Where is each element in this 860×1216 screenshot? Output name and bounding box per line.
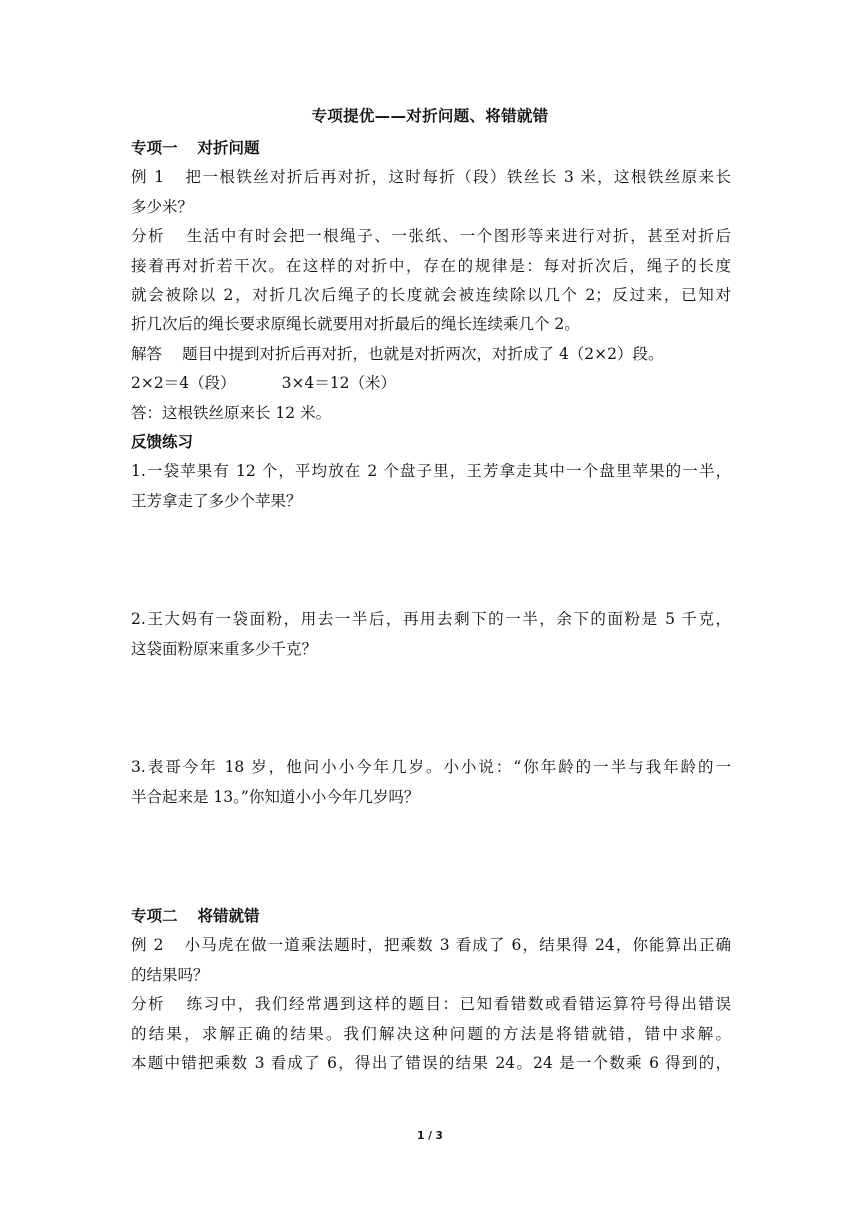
section-heading — [131, 902, 731, 931]
analysis-line: 接着再对折若干次。在这样的对折中，存在的规律是：每对折次后，绳子的长度 — [131, 256, 731, 275]
question-line: 半合起来是 13。”你知道小小今年几岁吗？ — [131, 787, 420, 806]
question-line: 3.表哥今年 18 岁，他问小小今年几岁。小小说：“你年龄的一半与我年龄的一 — [131, 758, 731, 777]
example-label: 例 1 — [131, 168, 165, 187]
section-heading — [131, 134, 731, 163]
practice-heading: 反馈练习 — [131, 433, 194, 452]
calculation-step: 2×2＝4（段） — [131, 374, 236, 393]
section-name: 将错就错 — [197, 906, 260, 925]
analysis-label: 分析 — [131, 227, 166, 246]
question-line: 王芳拿走了多少个苹果？ — [131, 491, 302, 510]
analysis-line: 分析 练习中，我们经常遇到这样的题目：已知看错数或看错运算符号得出错误 — [131, 995, 731, 1014]
analysis-line: 分析 生活中有时会把一根绳子、一张纸、一个图形等来进行对折，甚至对折后 — [131, 227, 731, 246]
example-line: 例 1 把一根铁丝对折后再对折，这时每折（段）铁丝长 3 米，这根铁丝原来长 — [131, 168, 731, 187]
answer-space — [131, 664, 731, 753]
section-number: 专项二 — [131, 906, 178, 925]
example-line: 多少米？ — [131, 197, 194, 216]
analysis-label: 分析 — [131, 995, 166, 1014]
question-line: 1.一袋苹果有 12 个，平均放在 2 个盘子里，王芳拿走其中一个盘里苹果的一半， — [131, 462, 731, 481]
section-number: 专项一 — [131, 139, 178, 157]
answer-space — [131, 812, 731, 902]
example-line: 例 2 小马虎在做一道乘法题时，把乘数 3 看成了 6，结果得 24，你能算出正确 — [131, 936, 731, 955]
question-line: 这袋面粉原来重多少千克？ — [131, 639, 318, 658]
page-number: 1 / 3 — [417, 1130, 443, 1142]
example-label: 例 2 — [131, 936, 164, 955]
calculation-step: 3×4＝12（米） — [281, 374, 397, 393]
analysis-line: 折几次后的绳长要求原绳长就要用对折最后的绳长连续乘几个 2。 — [131, 315, 580, 334]
question-line: 2.王大妈有一袋面粉，用去一半后，再用去剩下的一半，余下的面粉是 5 千克， — [131, 610, 731, 629]
section-name: 对折问题 — [197, 139, 260, 157]
example-line: 的结果吗？ — [131, 965, 209, 984]
analysis-line: 的结果，求解正确的结果。我们解决这种问题的方法是将错就错，错中求解。 — [131, 1024, 731, 1043]
document-title: 专项提优——对折问题、将错就错 — [311, 107, 549, 125]
answer-space — [131, 516, 731, 605]
final-answer: 答：这根铁丝原来长 12 米。 — [131, 403, 332, 422]
analysis-line: 就会被除以 2，对折几次后绳子的长度就会被连续除以几个 2；反过来，已知对 — [131, 286, 731, 305]
document-body — [131, 134, 731, 1078]
answer-line: 解答 题目中提到对折后再对折，也就是对折两次，对折成了 4（2×2）段。 — [131, 344, 664, 363]
analysis-line: 本题中错把乘数 3 看成了 6，得出了错误的结果 24。24 是一个数乘 6 得到的， — [131, 1053, 731, 1072]
answer-label: 解答 — [131, 344, 163, 363]
calculation-line — [131, 369, 731, 398]
